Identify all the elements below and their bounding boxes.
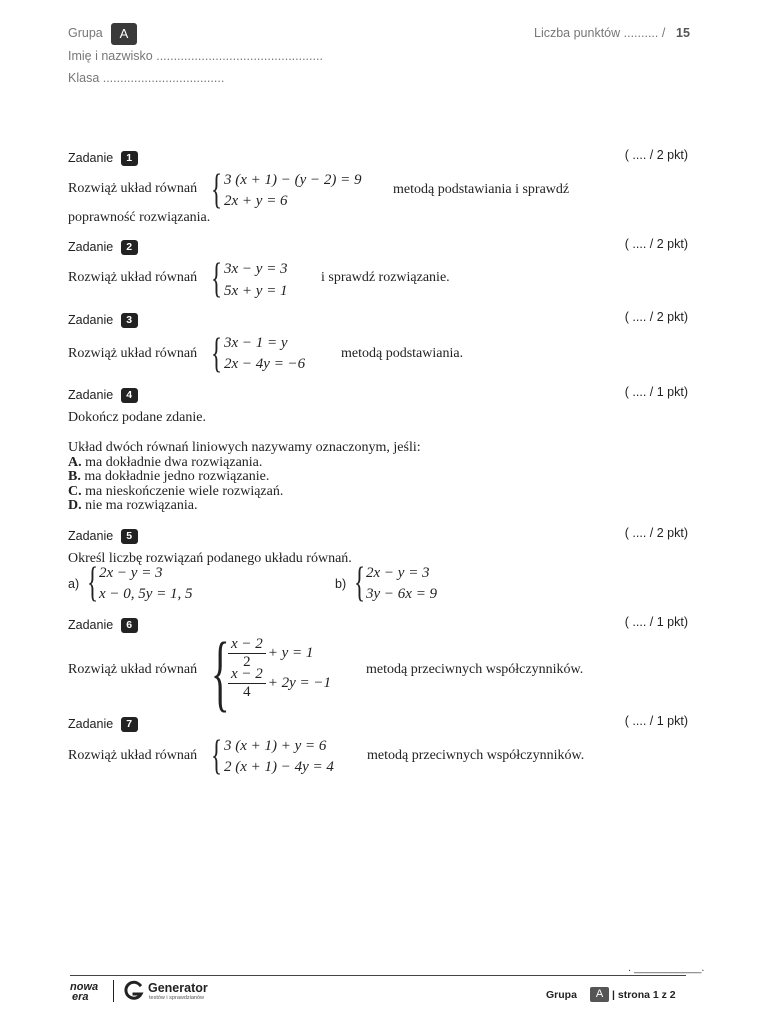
task-7-suffix: metodą przeciwnych współczynników.: [367, 748, 585, 763]
task-5-b-eq2: 3y − 6x = 9: [366, 586, 438, 602]
task-2-prompt: Rozwiąż układ równań: [68, 270, 198, 285]
name-field[interactable]: Imię i nazwisko ................................................: [68, 49, 323, 63]
task-5-a-eq2: x − 0, 5y = 1, 5: [99, 586, 193, 602]
signature-dots: . ___________.: [628, 962, 705, 974]
left-brace-icon: {: [211, 733, 223, 779]
generator-subtitle: testów i sprawdzianów: [149, 995, 205, 1001]
task-4-question: Układ dwóch równań liniowych nazywamy oznaczonym, jeśli:: [68, 440, 421, 455]
task-4-points: ( .... / 1 pkt): [624, 385, 688, 399]
task-1-suffix: metodą podstawiania i sprawdź: [393, 182, 570, 197]
task-1-eq2: 2x + y = 6: [224, 193, 288, 209]
option-text: ma dokładnie jedno rozwiązanie.: [80, 469, 270, 484]
task-2-eq2: 5x + y = 1: [224, 283, 288, 299]
task-number-badge: 7: [121, 717, 138, 732]
left-brace-icon: {: [211, 256, 223, 302]
fraction-numerator: x − 2: [228, 636, 266, 654]
task-4-option-b[interactable]: [68, 469, 269, 485]
nowa-era-logo: [70, 982, 106, 1002]
option-letter: B.: [68, 469, 81, 484]
group-label: Grupa: [68, 26, 103, 40]
task-7-prompt: Rozwiąż układ równań: [68, 748, 198, 763]
task-1-suffix2: poprawność rozwiązania.: [68, 210, 211, 225]
task-6-suffix: metodą przeciwnych współczynników.: [366, 662, 584, 677]
task-number-badge: 4: [121, 388, 138, 403]
option-text: nie ma rozwiązania.: [81, 498, 198, 513]
task-6-header: [68, 618, 138, 633]
task-label: Zadanie: [68, 151, 114, 165]
task-2-eq1: 3x − y = 3: [224, 261, 288, 277]
task-4-header: [68, 388, 138, 403]
logo-line2: era: [72, 991, 89, 1003]
task-2-suffix: i sprawdź rozwiązanie.: [321, 270, 450, 285]
task-6-prompt: Rozwiąż układ równań: [68, 662, 198, 677]
task-6-eq2: [226, 666, 331, 701]
task-number-badge: 5: [121, 529, 138, 544]
task-label: Zadanie: [68, 313, 114, 327]
option-letter: C.: [68, 484, 82, 499]
task-3-suffix: metodą podstawiania.: [341, 346, 464, 361]
option-text: ma dokładnie dwa rozwiązania.: [81, 455, 263, 470]
footer-group-badge: A: [590, 987, 609, 1002]
class-field[interactable]: Klasa ...................................: [68, 71, 225, 85]
page-indicator: | strona 1 z 2: [612, 989, 676, 1001]
fraction-denominator: 2: [243, 654, 251, 670]
eq-rest: + 2y = −1: [267, 674, 332, 691]
task-5-b-label: b): [335, 577, 347, 591]
task-5-header: [68, 529, 138, 544]
left-brace-icon: {: [211, 331, 223, 377]
task-1-header: [68, 151, 138, 166]
footer-group-label: Grupa: [546, 989, 577, 1001]
task-label: Zadanie: [68, 618, 114, 632]
task-4-option-d[interactable]: [68, 498, 197, 514]
task-7-header: [68, 717, 138, 732]
left-brace-icon: {: [211, 624, 230, 720]
task-number-badge: 3: [121, 313, 138, 328]
task-label: Zadanie: [68, 717, 114, 731]
task-3-prompt: Rozwiąż układ równań: [68, 346, 198, 361]
generator-g-icon: [123, 980, 145, 1007]
task-label: Zadanie: [68, 388, 114, 402]
group-value: A: [111, 23, 137, 45]
task-3-eq1: 3x − 1 = y: [224, 335, 288, 351]
task-7-points: ( .... / 1 pkt): [624, 714, 688, 728]
task-1-points: ( .... / 2 pkt): [624, 148, 688, 162]
left-brace-icon: {: [211, 167, 223, 213]
fraction-numerator: x − 2: [228, 666, 266, 684]
task-2-points: ( .... / 2 pkt): [624, 237, 688, 251]
logo-separator: [113, 980, 114, 1002]
left-brace-icon: {: [87, 560, 99, 606]
option-text: ma nieskończenie wiele rozwiązań.: [81, 484, 284, 499]
task-7-eq2: 2 (x + 1) − 4y = 4: [224, 759, 334, 775]
task-1-eq1: 3 (x + 1) − (y − 2) = 9: [224, 172, 362, 188]
logo-line1: nowa: [70, 981, 99, 993]
task-5-a-eq1: 2x − y = 3: [99, 565, 163, 581]
eq-rest: + y = 1: [267, 644, 314, 661]
task-5-points: ( .... / 2 pkt): [624, 526, 688, 540]
points-label: Liczba punktów .......... /: [534, 26, 666, 40]
task-number-badge: 2: [121, 240, 138, 255]
task-6-points: ( .... / 1 pkt): [624, 615, 688, 629]
fraction-denominator: 4: [243, 684, 251, 700]
task-2-header: [68, 240, 138, 255]
task-number-badge: 6: [121, 618, 138, 633]
task-label: Zadanie: [68, 240, 114, 254]
generator-title: Generator: [148, 981, 208, 995]
task-5-prompt: Określ liczbę rozwiązań podanego układu równań.: [68, 551, 352, 566]
task-7-eq1: 3 (x + 1) + y = 6: [224, 738, 327, 754]
task-5-a-label: a): [68, 577, 80, 591]
group-badge: [111, 23, 137, 45]
option-letter: A.: [68, 455, 82, 470]
task-1-prompt: Rozwiąż układ równań: [68, 181, 198, 196]
points-total: 15: [676, 26, 690, 40]
left-brace-icon: {: [354, 560, 366, 606]
task-3-points: ( .... / 2 pkt): [624, 310, 688, 324]
task-3-header: [68, 313, 138, 328]
task-5-b-eq1: 2x − y = 3: [366, 565, 430, 581]
task-number-badge: 1: [121, 151, 138, 166]
task-label: Zadanie: [68, 529, 114, 543]
task-4-prompt: Dokończ podane zdanie.: [68, 410, 206, 425]
footer-divider: [70, 975, 686, 976]
task-3-eq2: 2x − 4y = −6: [224, 356, 306, 372]
option-letter: D.: [68, 498, 82, 513]
